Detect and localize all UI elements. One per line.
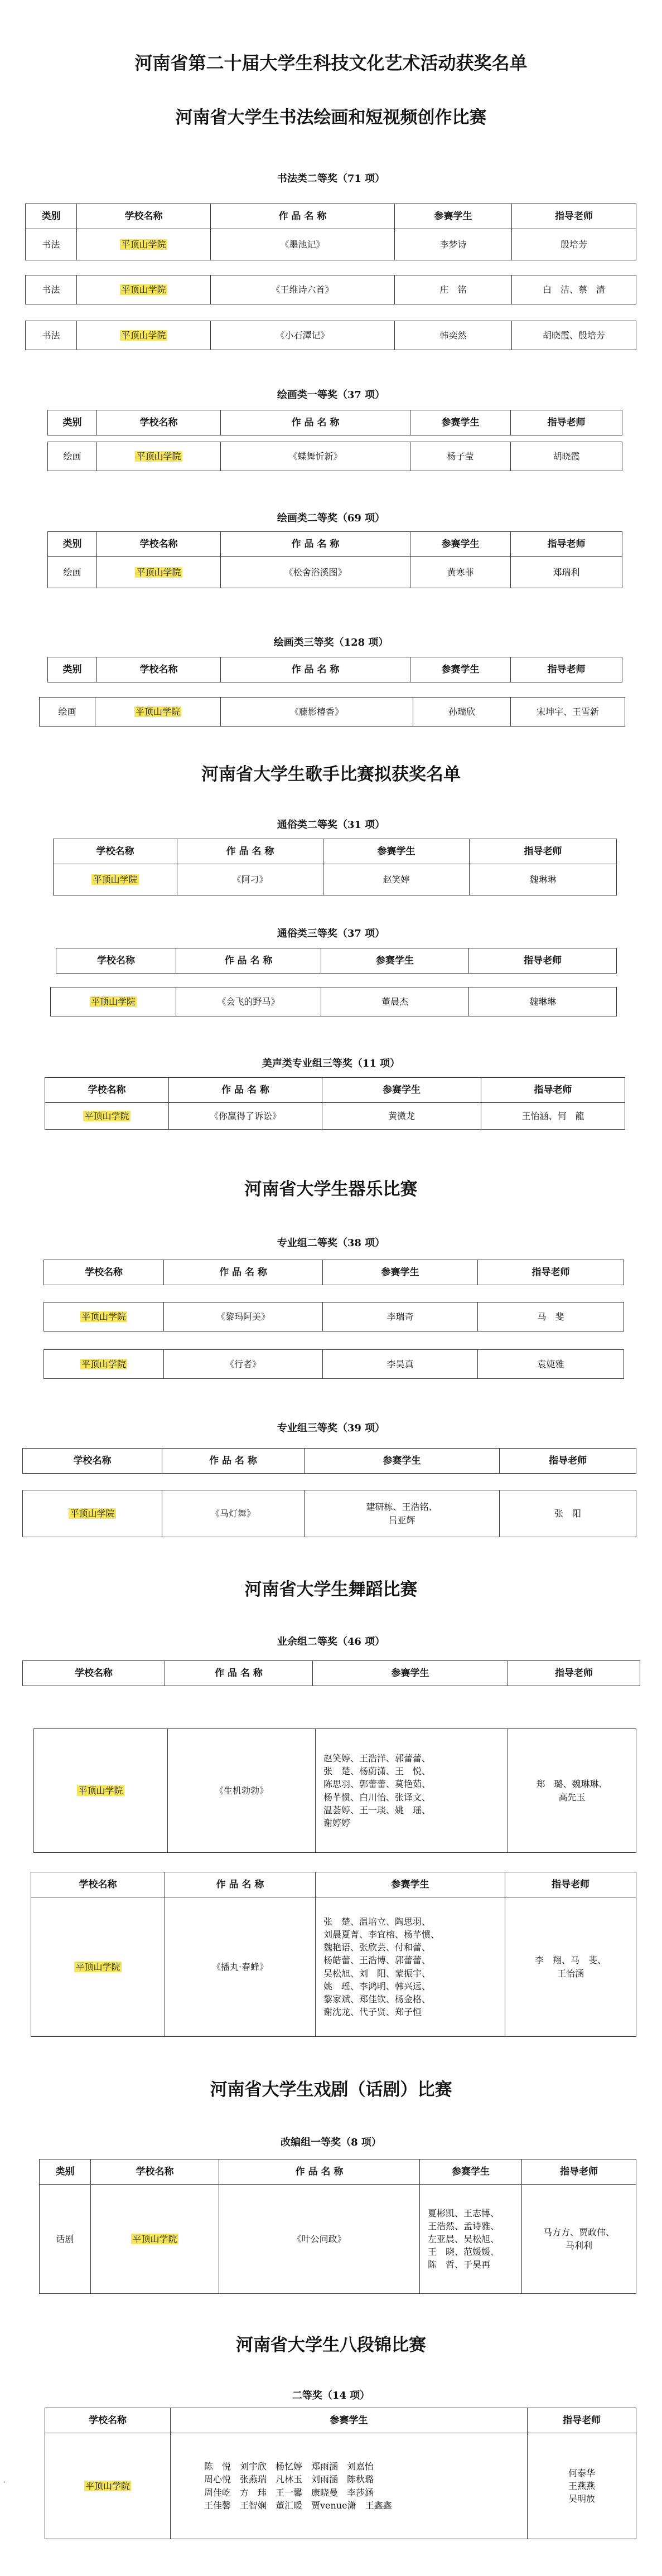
cell-work: 《生机勃勃》 [168, 1729, 316, 1853]
cell-student: 杨子莹 [410, 442, 511, 471]
cell-work: 《王维诗六首》 [211, 275, 395, 304]
cell-students [305, 1490, 500, 1537]
cell-student: 李昊真 [323, 1350, 478, 1379]
cell-teacher: 宋坤宇、王雪新 [511, 698, 625, 727]
cell-school [44, 1350, 164, 1379]
school-name-highlight: 平顶山学院 [81, 1311, 126, 1322]
award-table [47, 531, 622, 588]
header-school: 学校名称 [44, 1260, 164, 1285]
award-table [22, 1490, 636, 1537]
header-students: 参赛学生 [322, 1078, 481, 1103]
header-students: 参赛学生 [323, 1260, 478, 1285]
school-name-highlight: 平顶山学院 [84, 1110, 129, 1121]
header-teacher: 指导老师 [511, 532, 622, 557]
table-row [45, 2433, 636, 2539]
cell-school [97, 442, 221, 471]
cell-category: 绘画 [48, 557, 97, 588]
competition-title-singer: 河南省大学生歌手比赛拟获奖名单 [201, 764, 461, 785]
student-line: 魏艳语、张欣芸、付和蕾、 [323, 1942, 431, 1953]
cell-school [95, 698, 221, 727]
cell-category: 绘画 [40, 698, 95, 727]
cell-school [45, 1103, 169, 1130]
table-row [51, 987, 617, 1016]
header-school: 学校名称 [31, 1872, 165, 1897]
student-line: 左亚晨、吴松旭、 [428, 2233, 500, 2244]
header-students: 参赛学生 [410, 657, 511, 682]
award-table [44, 1349, 624, 1379]
student-line: 杨皓蕾、王浩博、郭蕾蕾、 [323, 1955, 431, 1966]
header-teacher: 指导老师 [470, 839, 617, 864]
table-row [54, 864, 617, 895]
award-title: 绘画类二等奖（69 项） [277, 512, 385, 524]
award-title: 业余组二等奖（46 项） [277, 1636, 385, 1648]
header-work: 作 品 名 称 [164, 1260, 323, 1285]
header-students: 参赛学生 [323, 839, 470, 864]
award-title: 专业组二等奖（38 项） [277, 1237, 385, 1249]
school-name-highlight: 平顶山学院 [136, 566, 181, 578]
teacher-line: 高先玉 [558, 1791, 586, 1803]
cell-student: 李瑞奇 [323, 1302, 478, 1331]
student-line: 陈 哲、于昊再 [428, 2259, 491, 2270]
cell-student: 董晨杰 [321, 987, 469, 1016]
student-line: 张 楚、杨蔚潇、王 悦、 [323, 1766, 431, 1777]
award-table [25, 204, 636, 260]
cell-category: 绘画 [48, 442, 97, 471]
cell-school [23, 1490, 162, 1537]
award-title: 通俗类三等奖（37 项） [277, 928, 385, 940]
cell-school [51, 987, 176, 1016]
header-school: 学校名称 [97, 410, 221, 435]
cell-teacher: 胡晓霞、殷培芳 [512, 321, 636, 350]
award-table [47, 410, 622, 435]
competition-title-instrumental: 河南省大学生器乐比赛 [244, 1179, 418, 1199]
school-name-highlight: 平顶山学院 [78, 1785, 123, 1796]
header-students: 参赛学生 [410, 410, 511, 435]
header-work: 作 品 名 称 [177, 839, 323, 864]
cell-school [34, 1729, 168, 1853]
table-header-row [31, 1872, 636, 1897]
cell-work: 《藤影椿香》 [221, 698, 413, 727]
award-title: 美声类专业组三等奖（11 项） [262, 1058, 400, 1069]
award-table [45, 2408, 636, 2539]
table-header-row [26, 204, 636, 229]
cell-teacher: 张 阳 [500, 1490, 636, 1537]
competition-title-drama: 河南省大学生戏剧（话剧）比赛 [210, 2080, 452, 2100]
award-table [50, 987, 617, 1016]
award-table [56, 948, 617, 974]
margin-mark: · [3, 2478, 6, 2487]
header-work: 作 品 名 称 [221, 657, 410, 682]
student-line: 黎家斌、郑佳钦、杨金格、 [323, 1993, 431, 2004]
cell-teacher [522, 2185, 636, 2294]
cell-category: 书法 [26, 229, 77, 260]
student-line: 杨芊惯、白川怡、张译文、 [323, 1791, 431, 1803]
cell-student: 黄微龙 [322, 1103, 481, 1130]
table-row [44, 1350, 624, 1379]
table-header-row [48, 532, 622, 557]
table-row [40, 698, 625, 727]
table-header-row [54, 839, 617, 864]
table-row [48, 557, 622, 588]
cell-work: 《阿刁》 [177, 864, 323, 895]
award-table [22, 1660, 640, 1686]
student-line: 夏彬凯、王志博、 [428, 2207, 500, 2219]
table-row [31, 1897, 636, 2037]
header-category: 类别 [48, 657, 97, 682]
student-line: 吕亚辉 [388, 1514, 415, 1526]
header-students: 参赛学生 [395, 204, 512, 229]
award-table [47, 657, 622, 682]
cell-school [77, 321, 211, 350]
school-name-highlight: 平顶山学院 [136, 451, 181, 462]
cell-work: 《松舍浴溪图》 [221, 557, 410, 588]
cell-teacher: 魏琳琳 [470, 864, 617, 895]
header-students: 参赛学生 [410, 532, 511, 557]
table-header-row [48, 657, 622, 682]
table-row [26, 275, 636, 304]
student-line: 建研栋、王浩铭、 [366, 1502, 438, 1513]
award-table [31, 1872, 636, 2037]
cell-work: 《行者》 [164, 1350, 323, 1379]
school-name-highlight: 平顶山学院 [121, 330, 166, 341]
header-school: 学校名称 [45, 2408, 171, 2433]
cell-category: 书法 [26, 321, 77, 350]
cell-students [316, 1729, 508, 1853]
student-line: 周心悦 张燕瑞 凡林玉 刘雨涵 陈秋璐 [204, 2474, 374, 2485]
header-teacher: 指导老师 [478, 1260, 624, 1285]
header-work: 作 品 名 称 [221, 410, 410, 435]
header-work: 作 品 名 称 [176, 948, 321, 974]
student-line: 张 楚、温培立、陶思羽、 [323, 1916, 431, 1927]
table-header-row [23, 1661, 640, 1686]
cell-category: 书法 [26, 275, 77, 304]
cell-work: 《播丸·春蜂》 [165, 1897, 316, 2037]
cell-work: 《马灯舞》 [162, 1490, 305, 1537]
header-category: 类别 [48, 410, 97, 435]
cell-teacher [505, 1897, 636, 2037]
teacher-line: 郑 璐、魏琳琳、 [536, 1779, 608, 1790]
cell-students [420, 2185, 522, 2294]
cell-school [54, 864, 177, 895]
cell-students [171, 2433, 528, 2539]
header-students: 参赛学生 [171, 2408, 528, 2433]
cell-teacher: 郑瑞利 [511, 557, 622, 588]
school-name-highlight: 平顶山学院 [132, 2233, 177, 2244]
table-row [48, 442, 622, 471]
cell-teacher: 殷培芳 [512, 229, 636, 260]
cell-work: 《你赢得了诉讼》 [169, 1103, 322, 1130]
student-line: 周佳屹 方 玮 王一馨 康晓曼 李莎涵 [204, 2487, 374, 2498]
student-line: 刘晨夏菁、李宜榕、杨芊惯、 [323, 1929, 440, 1940]
header-school: 学校名称 [54, 839, 177, 864]
cell-teacher: 王怡涵、何 龍 [481, 1103, 625, 1130]
award-table [53, 839, 617, 895]
table-header-row [44, 1260, 624, 1285]
award-title: 绘画类三等奖（128 项） [273, 637, 389, 648]
cell-school [97, 557, 221, 588]
competition-title-dance: 河南省大学生舞蹈比赛 [244, 1580, 418, 1600]
table-row [26, 321, 636, 350]
table-row [26, 229, 636, 260]
school-name-highlight: 平顶山学院 [121, 284, 166, 295]
award-title: 专业组三等奖（39 项） [277, 1422, 385, 1434]
teacher-line: 马方方、贾政伟、 [543, 2227, 615, 2238]
cell-student: 黄寒菲 [410, 557, 511, 588]
cell-school [45, 2433, 171, 2539]
header-school: 学校名称 [23, 1449, 162, 1474]
award-table [44, 1302, 624, 1331]
cell-student: 韩奕然 [395, 321, 512, 350]
student-line: 陈 悦 刘宇欣 杨忆婷 郑雨涵 刘嘉怡 [204, 2461, 374, 2472]
header-teacher: 指导老师 [528, 2408, 636, 2433]
header-teacher: 指导老师 [512, 204, 636, 229]
header-work: 作 品 名 称 [169, 1078, 322, 1103]
award-title: 书法类二等奖（71 项） [277, 173, 385, 185]
school-name-highlight: 平顶山学院 [135, 706, 180, 717]
table-row [34, 1729, 636, 1853]
header-teacher: 指导老师 [511, 657, 622, 682]
header-teacher: 指导老师 [500, 1449, 636, 1474]
cell-student: 庄 铭 [395, 275, 512, 304]
school-name-highlight: 平顶山学院 [93, 874, 138, 885]
cell-work: 《会飞的野马》 [176, 987, 321, 1016]
cell-teacher: 白 洁、蔡 清 [512, 275, 636, 304]
cell-category: 话剧 [40, 2185, 91, 2294]
award-table [44, 1260, 624, 1285]
header-teacher: 指导老师 [481, 1078, 625, 1103]
header-teacher: 指导老师 [522, 2159, 636, 2185]
cell-work: 《叶公问政》 [219, 2185, 420, 2294]
teacher-line: 吴明放 [568, 2493, 595, 2505]
competition-title-baduanjin: 河南省大学生八段锦比赛 [236, 2335, 426, 2355]
school-name-highlight: 平顶山学院 [81, 1358, 126, 1369]
table-header-row [48, 410, 622, 435]
cell-teacher: 马 斐 [478, 1302, 624, 1331]
cell-students [316, 1897, 505, 2037]
award-table [39, 697, 625, 727]
header-work: 作 品 名 称 [165, 1872, 316, 1897]
teacher-line: 马利利 [565, 2240, 592, 2251]
student-line: 王 晓、范媛媛、 [428, 2246, 500, 2258]
header-work: 作 品 名 称 [165, 1661, 313, 1686]
school-name-highlight: 平顶山学院 [90, 996, 136, 1007]
header-teacher: 指导老师 [469, 948, 617, 974]
header-school: 学校名称 [23, 1661, 165, 1686]
header-work: 作 品 名 称 [162, 1449, 305, 1474]
cell-work: 《墨池记》 [211, 229, 395, 260]
teacher-line: 王怡涵 [557, 1968, 584, 1979]
cell-school [77, 275, 211, 304]
header-category: 类别 [48, 532, 97, 557]
header-school: 学校名称 [45, 1078, 169, 1103]
teacher-line: 李 翔、马 斐、 [534, 1955, 606, 1966]
table-row [23, 1490, 636, 1537]
cell-work: 《黎玛阿美》 [164, 1302, 323, 1331]
header-teacher: 指导老师 [505, 1872, 636, 1897]
teacher-line: 何泰华 [568, 2467, 595, 2478]
header-school: 学校名称 [77, 204, 211, 229]
cell-teacher: 袁婕雅 [478, 1350, 624, 1379]
table-header-row [45, 2408, 636, 2433]
award-table [33, 1728, 636, 1853]
cell-work: 《蝶舞忻新》 [221, 442, 410, 471]
header-school: 学校名称 [97, 532, 221, 557]
award-title: 二等奖（14 项） [292, 2390, 370, 2401]
table-row [40, 2185, 636, 2294]
cell-work: 《小石潭记》 [211, 321, 395, 350]
award-table [47, 442, 622, 471]
cell-student: 李梦诗 [395, 229, 512, 260]
cell-student: 赵笑婷 [323, 864, 470, 895]
table-header-row [45, 1078, 625, 1103]
table-header-row [56, 948, 617, 974]
cell-school [77, 229, 211, 260]
cell-school [91, 2185, 219, 2294]
table-row [45, 1103, 625, 1130]
header-school: 学校名称 [91, 2159, 219, 2185]
cell-school [44, 1302, 164, 1331]
header-students: 参赛学生 [316, 1872, 505, 1897]
student-line: 陈思羽、郭蕾蕾、莫艳茹、 [323, 1779, 431, 1790]
header-work: 作 品 名 称 [221, 532, 410, 557]
cell-teacher: 胡晓霞 [511, 442, 622, 471]
header-teacher: 指导老师 [511, 410, 622, 435]
student-line: 谢婷婷 [323, 1817, 351, 1828]
school-name-highlight: 平顶山学院 [85, 2480, 130, 2491]
header-students: 参赛学生 [420, 2159, 522, 2185]
table-row [44, 1302, 624, 1331]
student-line: 姚 瑶、李鸿明、韩兴远、 [323, 1981, 431, 1992]
student-line: 王浩然、孟诗雅、 [428, 2220, 500, 2231]
header-work: 作 品 名 称 [211, 204, 395, 229]
award-title: 绘画类一等奖（37 项） [277, 389, 385, 401]
header-work: 作 品 名 称 [219, 2159, 420, 2185]
header-school: 学校名称 [56, 948, 176, 974]
header-students: 参赛学生 [305, 1449, 500, 1474]
school-name-highlight: 平顶山学院 [75, 1961, 120, 1972]
header-category: 类别 [40, 2159, 91, 2185]
header-category: 类别 [26, 204, 77, 229]
header-teacher: 指导老师 [508, 1661, 640, 1686]
student-line: 赵笑婷、王浩洋、郭蕾蕾、 [323, 1752, 431, 1764]
teacher-line: 王燕燕 [568, 2480, 595, 2491]
student-line: 吴松旭、刘 阳、蒙振宇、 [323, 1968, 431, 1979]
student-line: 谢沈龙、代子贤、郑子恒 [323, 2007, 422, 2018]
award-table [25, 275, 636, 304]
school-name-highlight: 平顶山学院 [70, 1508, 115, 1519]
student-line: 王佳馨 王智娴 董汇暖 贾venue潇 王鑫鑫 [204, 2500, 392, 2511]
header-school: 学校名称 [97, 657, 221, 682]
cell-student: 孙瑞欣 [413, 698, 511, 727]
main-title: 河南省第二十届大学生科技文化艺术活动获奖名单 [134, 52, 528, 74]
header-students: 参赛学生 [313, 1661, 508, 1686]
award-title: 通俗类二等奖（31 项） [277, 819, 385, 831]
cell-teacher [508, 1729, 636, 1853]
table-header-row [23, 1449, 636, 1474]
table-header-row [40, 2159, 636, 2185]
competition-title-calligraphy-painting: 河南省大学生书法绘画和短视频创作比赛 [175, 108, 487, 128]
award-table [25, 321, 636, 350]
cell-teacher: 魏琳琳 [469, 987, 617, 1016]
cell-school [31, 1897, 165, 2037]
award-table [22, 1448, 636, 1474]
cell-teacher [528, 2433, 636, 2539]
award-table [45, 1077, 625, 1130]
student-line: 温荟婷、王一琰、姚 瑶、 [323, 1804, 431, 1815]
award-title: 改编组一等奖（8 项） [281, 2137, 381, 2148]
award-table [39, 2159, 636, 2294]
school-name-highlight: 平顶山学院 [121, 239, 166, 250]
header-students: 参赛学生 [321, 948, 469, 974]
